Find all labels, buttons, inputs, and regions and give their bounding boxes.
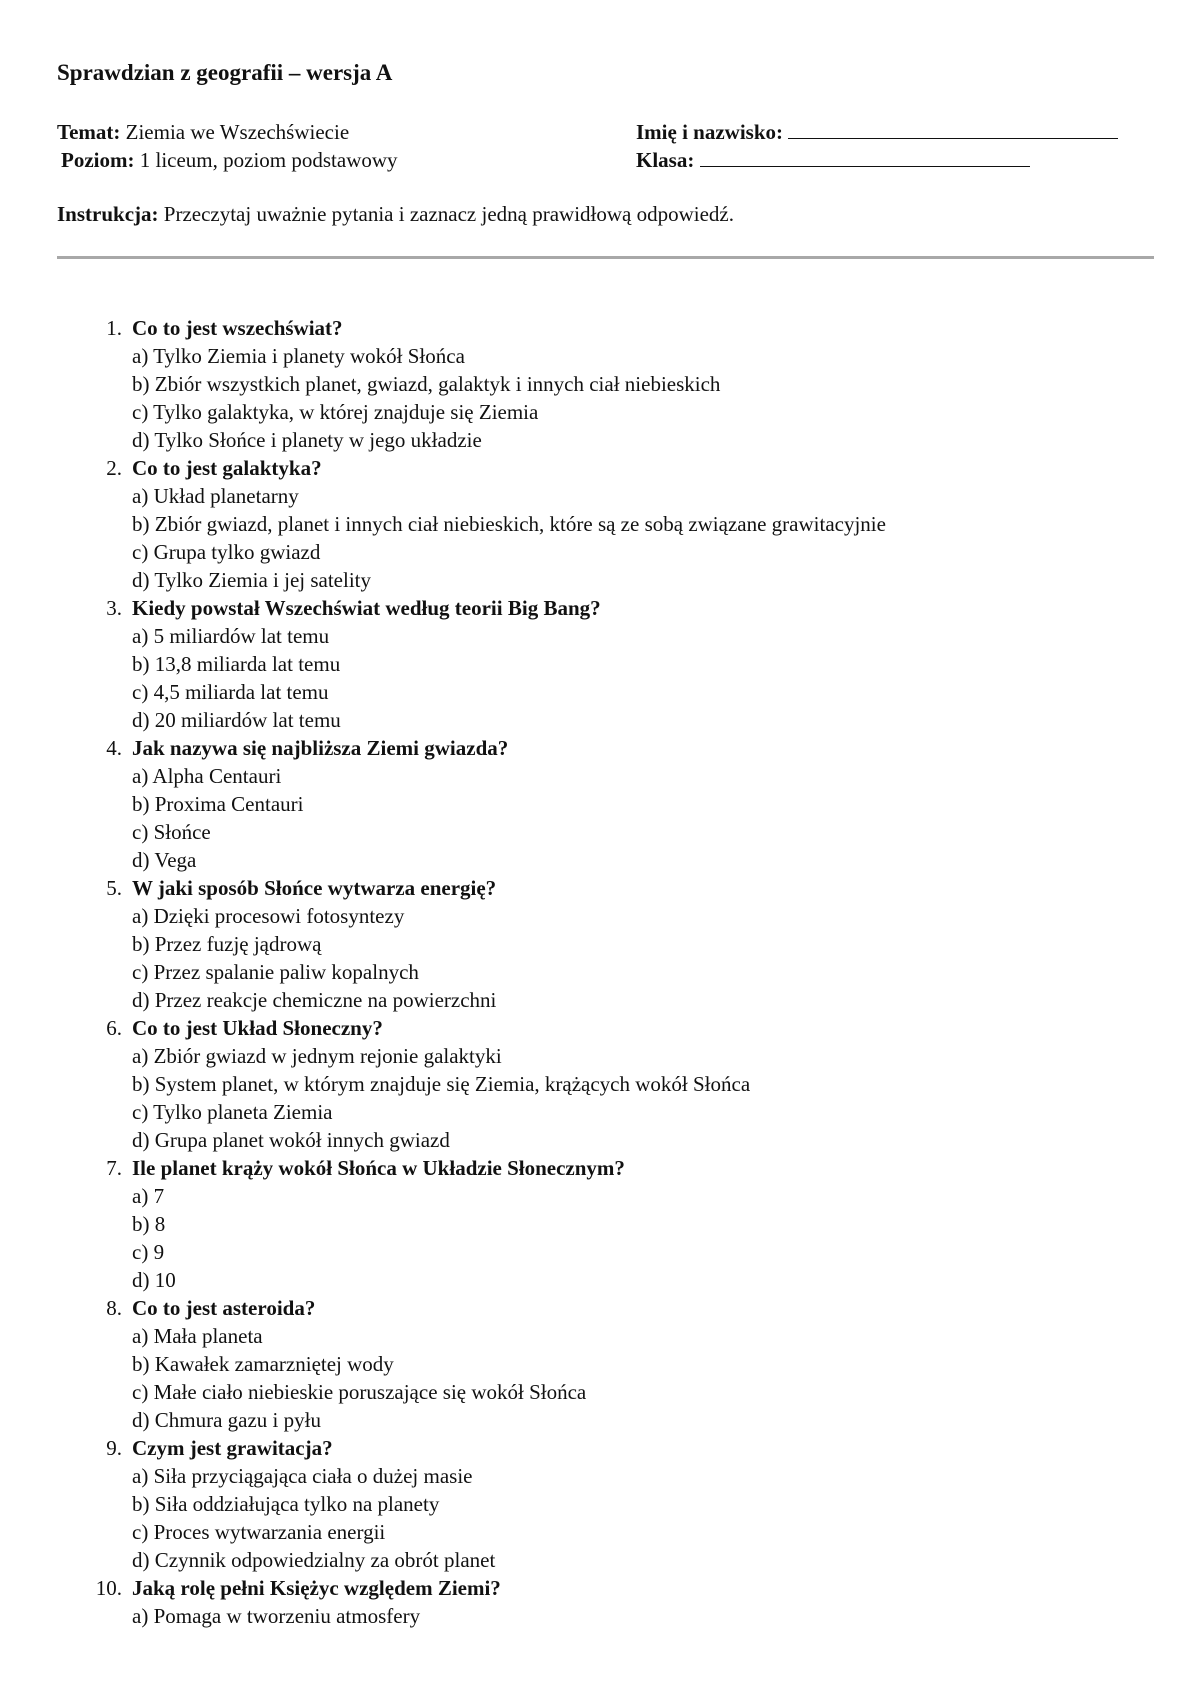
question-text: Kiedy powstał Wszechświat według teorii Big Bang?	[132, 596, 601, 620]
instruction-text: Przeczytaj uważnie pytania i zaznacz jedną prawidłową odpowiedź.	[163, 202, 734, 226]
answer-option[interactable]: b) Przez fuzję jądrową	[132, 932, 322, 956]
level-value: 1 liceum, poziom podstawowy	[139, 148, 398, 172]
answer-option[interactable]: a) Pomaga w tworzeniu atmosfery	[132, 1604, 421, 1628]
answer-option[interactable]: b) Proxima Centauri	[132, 792, 304, 816]
answer-option[interactable]: b) Kawałek zamarzniętej wody	[132, 1352, 394, 1376]
question-item	[88, 594, 1168, 734]
answer-option[interactable]: d) Tylko Ziemia i jej satelity	[132, 568, 372, 592]
question-text: Jaką rolę pełni Księżyc względem Ziemi?	[132, 1576, 501, 1600]
answer-option[interactable]: c) Proces wytwarzania energii	[132, 1520, 386, 1544]
question-item	[88, 874, 1168, 1014]
question-item	[88, 454, 1168, 594]
question-list	[88, 314, 1168, 1630]
instruction	[57, 202, 734, 227]
answer-option[interactable]: b) Zbiór wszystkich planet, gwiazd, galaktyk i innych ciał niebieskich	[132, 372, 721, 396]
class-label: Klasa:	[636, 148, 695, 172]
answer-option[interactable]: c) Tylko galaktyka, w której znajduje się Ziemia	[132, 400, 539, 424]
answer-option[interactable]: a) Mała planeta	[132, 1324, 263, 1348]
answer-option[interactable]: d) Przez reakcje chemiczne na powierzchni	[132, 988, 497, 1012]
question-item	[88, 1154, 1168, 1294]
answer-option[interactable]: a) Tylko Ziemia i planety wokół Słońca	[132, 344, 465, 368]
answer-option[interactable]: c) Grupa tylko gwiazd	[132, 540, 321, 564]
answer-option[interactable]: d) Czynnik odpowiedzialny za obrót planet	[132, 1548, 496, 1572]
question-number: 6.	[106, 1016, 122, 1040]
question-item	[88, 1294, 1168, 1434]
topic-value: Ziemia we Wszechświecie	[125, 120, 350, 144]
answer-option[interactable]: c) Słońce	[132, 820, 211, 844]
answer-option[interactable]: a) 7	[132, 1184, 165, 1208]
question-text: Jak nazywa się najbliższa Ziemi gwiazda?	[132, 736, 509, 760]
question-number: 3.	[106, 596, 122, 620]
header-divider	[57, 256, 1154, 259]
name-field[interactable]	[788, 120, 1118, 139]
answer-option[interactable]: a) 5 miliardów lat temu	[132, 624, 330, 648]
question-number: 2.	[106, 456, 122, 480]
level-label: Poziom:	[61, 148, 135, 172]
answer-option[interactable]: d) Chmura gazu i pyłu	[132, 1408, 321, 1432]
test-meta	[57, 118, 398, 174]
question-text: Czym jest grawitacja?	[132, 1436, 333, 1460]
question-text: Co to jest wszechświat?	[132, 316, 343, 340]
answer-option[interactable]: d) Tylko Słońce i planety w jego układzie	[132, 428, 482, 452]
question-text: Co to jest Układ Słoneczny?	[132, 1016, 383, 1040]
answer-option[interactable]: c) 9	[132, 1240, 165, 1264]
topic-label: Temat:	[57, 120, 121, 144]
question-text: W jaki sposób Słońce wytwarza energię?	[132, 876, 497, 900]
answer-option[interactable]: c) Przez spalanie paliw kopalnych	[132, 960, 419, 984]
answer-option[interactable]: b) Siła oddziałująca tylko na planety	[132, 1492, 440, 1516]
answer-option[interactable]: a) Zbiór gwiazd w jednym rejonie galaktyki	[132, 1044, 502, 1068]
answer-option[interactable]: d) Vega	[132, 848, 197, 872]
answer-option[interactable]: b) Zbiór gwiazd, planet i innych ciał niebieskich, które są ze sobą związane grawitacyjnie	[132, 512, 886, 536]
question-number: 1.	[106, 316, 122, 340]
answer-option[interactable]: b) 13,8 miliarda lat temu	[132, 652, 341, 676]
class-field[interactable]	[700, 148, 1030, 167]
question-item	[88, 314, 1168, 454]
question-item	[88, 1434, 1168, 1574]
question-item	[88, 1574, 1168, 1630]
question-number: 10.	[95, 1576, 122, 1600]
answer-option[interactable]: d) 10	[132, 1268, 176, 1292]
instruction-label: Instrukcja:	[57, 202, 159, 226]
question-number: 9.	[106, 1436, 122, 1460]
topic-row	[57, 118, 398, 146]
page-title: Sprawdzian z geografii – wersja A	[57, 60, 393, 85]
question-item	[88, 1014, 1168, 1154]
question-number: 7.	[106, 1156, 122, 1180]
answer-option[interactable]: c) 4,5 miliarda lat temu	[132, 680, 329, 704]
answer-option[interactable]: a) Alpha Centauri	[132, 764, 282, 788]
answer-option[interactable]: b) System planet, w którym znajduje się Ziemia, krążących wokół Słońca	[132, 1072, 751, 1096]
answer-option[interactable]: d) 20 miliardów lat temu	[132, 708, 341, 732]
student-fields	[636, 118, 1118, 174]
answer-option[interactable]: b) 8	[132, 1212, 166, 1236]
question-number: 8.	[106, 1296, 122, 1320]
question-number: 4.	[106, 736, 122, 760]
answer-option[interactable]: a) Dzięki procesowi fotosyntezy	[132, 904, 405, 928]
question-number: 5.	[106, 876, 122, 900]
question-item	[88, 734, 1168, 874]
answer-option[interactable]: c) Małe ciało niebieskie poruszające się wokół Słońca	[132, 1380, 587, 1404]
name-label: Imię i nazwisko:	[636, 120, 783, 144]
question-text: Co to jest galaktyka?	[132, 456, 322, 480]
class-row	[636, 146, 1118, 174]
name-row	[636, 118, 1118, 146]
question-text: Ile planet krąży wokół Słońca w Układzie Słonecznym?	[132, 1156, 625, 1180]
answer-option[interactable]: d) Grupa planet wokół innych gwiazd	[132, 1128, 450, 1152]
level-row	[57, 146, 398, 174]
question-text: Co to jest asteroida?	[132, 1296, 316, 1320]
answer-option[interactable]: c) Tylko planeta Ziemia	[132, 1100, 333, 1124]
answer-option[interactable]: a) Układ planetarny	[132, 484, 299, 508]
answer-option[interactable]: a) Siła przyciągająca ciała o dużej masie	[132, 1464, 473, 1488]
